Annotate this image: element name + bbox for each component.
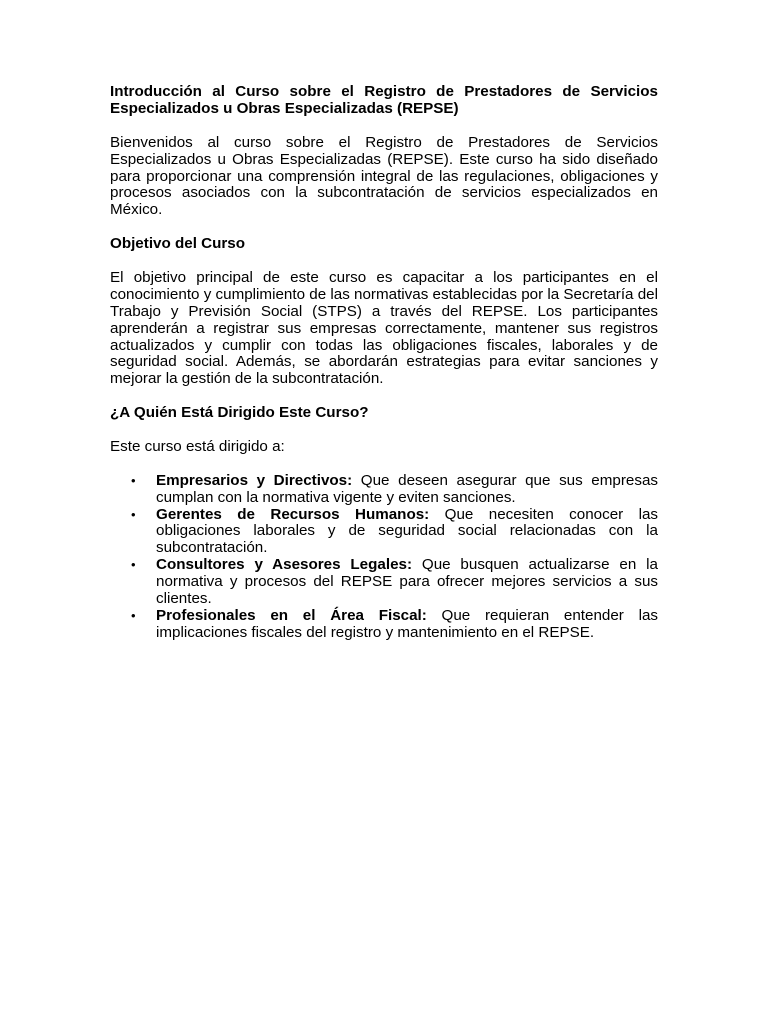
- list-item-text: Que necesiten conocer las obligaciones laborales y de seguridad social relacionadas con la subcontratación.: [156, 505, 659, 557]
- bullet-icon: •: [131, 557, 136, 573]
- audience-intro: Este curso está dirigido a:: [110, 437, 285, 455]
- bullet-icon: •: [131, 506, 136, 522]
- objective-paragraph: El objetivo principal de este curso es capacitar a los participantes en el conocimiento y cumplimiento de las normativas establecidas por la Secretaría del Trabajo y Previsión Social (STPS) a través del REPSE. Los participantes aprenderán a registrar sus empresas correctamente, mantener sus registros actualizados y cumplir con todas las obligaciones fiscales, laborales y de seguridad social. Además, se abordarán estrategias para evitar sanciones y mejorar la gestión de la subcontratación.: [110, 268, 658, 388]
- document-page: [110, 84, 658, 642]
- list-item: [110, 608, 658, 642]
- list-item-term: Gerentes de Recursos Humanos:: [156, 505, 430, 523]
- list-item: [110, 507, 658, 558]
- list-item: [110, 557, 658, 608]
- list-item-term: Profesionales en el Área Fiscal:: [156, 607, 427, 624]
- list-item-term: Empresarios y Directivos:: [156, 471, 353, 489]
- list-item: [110, 473, 658, 507]
- objective-heading: Objetivo del Curso: [110, 235, 246, 253]
- bullet-icon: •: [131, 608, 136, 623]
- list-item-text: Que requieran entender las implicaciones fiscales del registro y mantenimiento en el REPSE.: [156, 607, 658, 641]
- list-item-term: Consultores y Asesores Legales:: [156, 556, 413, 574]
- audience-heading: ¿A Quién Está Dirigido Este Curso?: [110, 404, 369, 422]
- document-title: Introducción al Curso sobre el Registro de Prestadores de Servicios Especializados u Obras Especializadas (REPSE): [110, 83, 658, 117]
- audience-list: [110, 473, 658, 642]
- list-item-text: Que busquen actualizarse en la normativa y procesos del REPSE para ofrecer mejores servicios a sus clientes.: [156, 556, 658, 608]
- intro-paragraph: Bienvenidos al curso sobre el Registro de Prestadores de Servicios Especializados u Obras Especializadas (REPSE). Este curso ha sido diseñado para proporcionar una comprensión integral de las regulaciones, obligaciones y procesos asociados con la subcontratación de servicios especializados en México.: [110, 133, 658, 219]
- bullet-icon: •: [131, 472, 136, 488]
- list-item-text: Que deseen asegurar que sus empresas cumplan con la normativa vigente y eviten sanciones.: [156, 471, 658, 506]
